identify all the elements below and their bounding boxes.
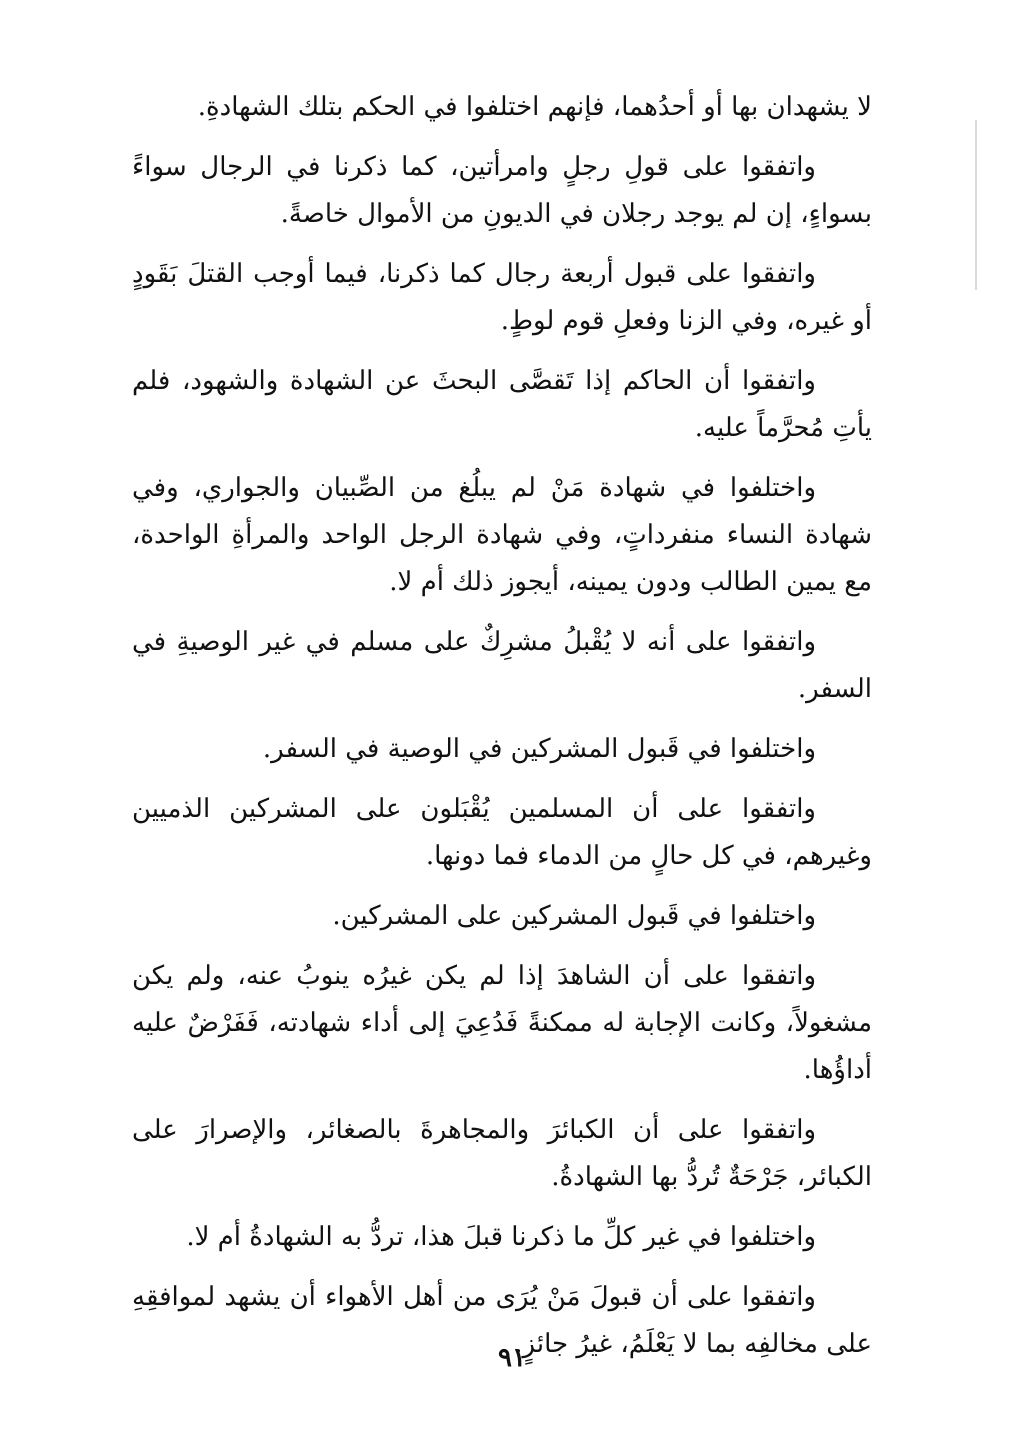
paragraph: واتفقوا على أن قبولَ مَنْ يُرَى من أهل الأهواء أن يشهد لموافقِهِ على مخالفِه بما لا يَعْلَمُ، غيرُ جائزٍ. [132, 1282, 872, 1359]
paragraph: واختلفوا في شهادة مَنْ لم يبلُغ من الصِّبيان والجواري، وفي شهادة النساء منفرداتٍ، وفي شهادة الرجل الواحد والمرأةِ الواحدة، مع يمين الطالب ودون يمينه، أيجوز ذلك أم لا. [132, 473, 872, 597]
paragraph: واختلفوا في قَبول المشركين في الوصية في السفر. [262, 734, 816, 764]
paragraph: واتفقوا على أن المسلمين يُقْبَلون على المشركين الذميين وغيرهم، في كل حالٍ من الدماء فما دونها. [132, 794, 872, 871]
paragraph: واختلفوا في قَبول المشركين على المشركين. [332, 901, 816, 931]
paragraph: واتفقوا على أنه لا يُقْبلُ مشرِكٌ على مسلم في غير الوصيةِ في السفر. [132, 627, 872, 704]
paragraph: واتفقوا على قبول أربعة رجال كما ذكرنا، فيما أوجب القتلَ بَقَودٍ أو غيره، وفي الزنا وفعلِ قوم لوطٍ. [132, 259, 872, 336]
page-number: ٩١ [498, 1343, 526, 1373]
paragraph: واتفقوا أن الحاكم إذا تَقصَّى البحثَ عن الشهادة والشهود، فلم يأتِ مُحرَّماً عليه. [132, 366, 872, 443]
paragraph: واتفقوا على أن الشاهدَ إذا لم يكن غيرُه ينوبُ عنه، ولم يكن مشغولاً، وكانت الإجابة له ممكنةً فَدُعِيَ إلى أداء شهادته، فَفَرْضٌ عليه أداؤُها. [132, 961, 872, 1085]
paragraph: واتفقوا على أن الكبائرَ والمجاهرةَ بالصغائر، والإصرارَ على الكبائر، جَرْحَةٌ تُردُّ بها الشهادةُ. [132, 1115, 872, 1192]
paragraph: واتفقوا على قولِ رجلٍ وامرأتين، كما ذكرنا في الرجال سواءً بسواءٍ، إن لم يوجد رجلان في الديونِ من الأموال خاصةً. [132, 152, 872, 229]
paragraph: واختلفوا في غير كلِّ ما ذكرنا قبلَ هذا، تردُّ به الشهادةُ أم لا. [186, 1222, 816, 1252]
scan-edge-mark [975, 120, 977, 290]
page-body [132, 84, 872, 1381]
paragraph: لا يشهدان بها أو أحدُهما، فإنهم اختلفوا في الحكم بتلك الشهادةِ. [197, 92, 872, 122]
